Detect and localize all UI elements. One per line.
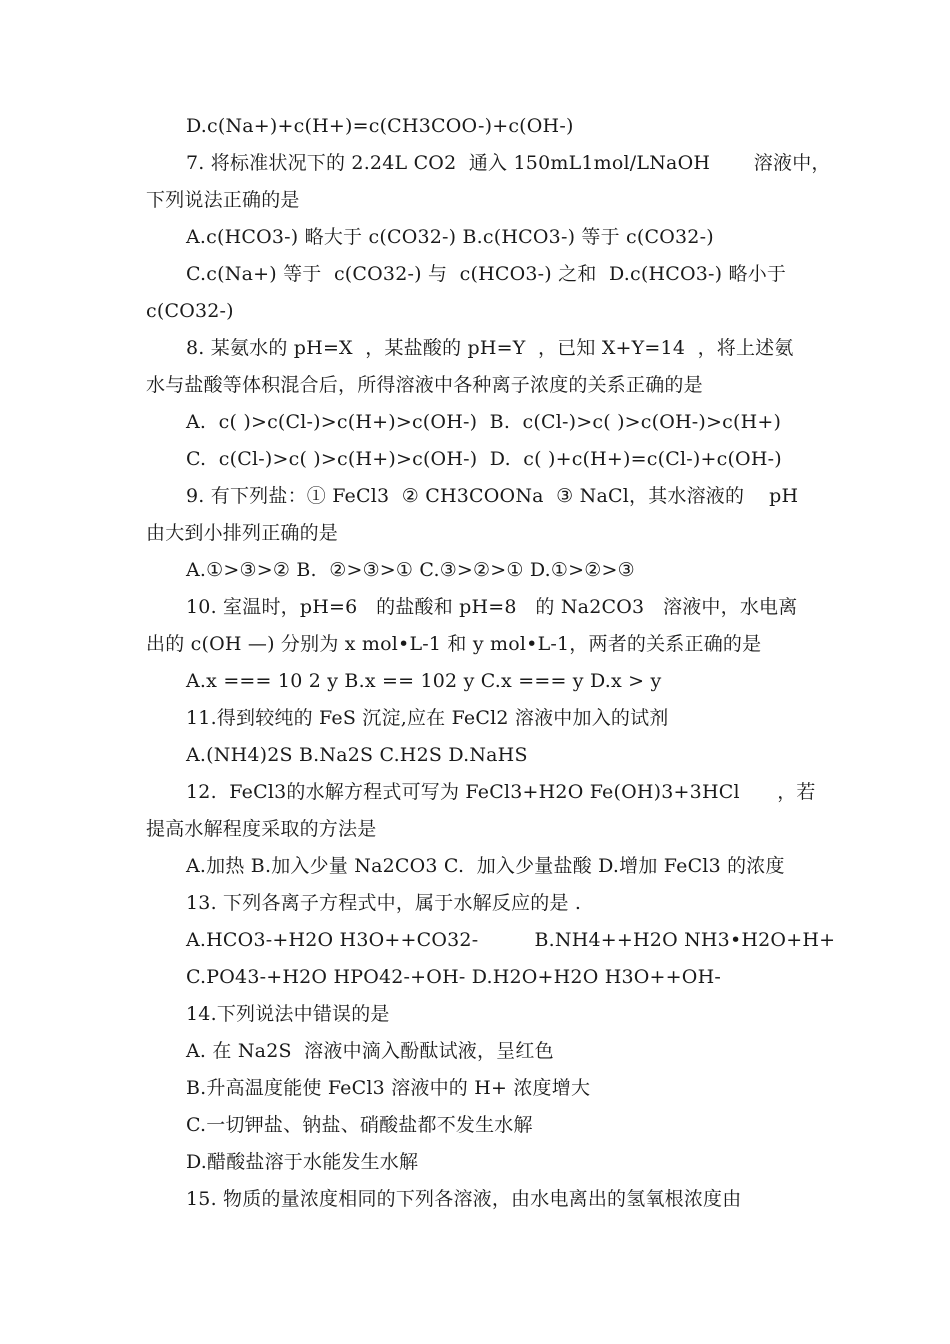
question-13-options-ab: A.HCO3-+H2O H3O++CO32- B.NH4++H2O NH3•H2O+H+ (186, 929, 836, 951)
question-14-option-d: D.醋酸盐溶于水能发生水解 (186, 1151, 419, 1173)
question-15-line: 15. 物质的量浓度相同的下列各溶液，由水电离出的氢氧根浓度由 (186, 1188, 742, 1210)
question-14-option-a: A. 在 Na2S 溶液中滴入酚酞试液，呈红色 (186, 1040, 554, 1062)
question-7-options-cd: C.c(Na+) 等于 c(CO32-) 与 c(HCO3-) 之和 D.c(HCO3-) 略小于 (186, 263, 787, 285)
question-11-options: A.(NH4)2S B.Na2S C.H2S D.NaHS (186, 744, 528, 766)
question-12-options: A.加热 B.加入少量 Na2CO3 C. 加入少量盐酸 D.增加 FeCl3 的浓度 (186, 855, 785, 877)
question-13-line: 13. 下列各离子方程式中，属于水解反应的是 . (186, 892, 582, 914)
question-14-option-b: B.升高温度能使 FeCl3 溶液中的 H+ 浓度增大 (186, 1077, 591, 1099)
question-7-line-1: 7. 将标准状况下的 2.24L CO2 通入 150mL1mol/LNaOH 溶液中， (186, 152, 831, 174)
question-8-options-cd: C. c(Cl-)>c( )>c(H+)>c(OH-) D. c( )+c(H+)=c(Cl-)+c(OH-) (186, 448, 782, 470)
question-9-line-1: 9. 有下列盐：① FeCl3 ② CH3COONa ③ NaCl，其水溶液的 pH (186, 485, 799, 507)
question-14-option-c: C.一切钾盐、钠盐、硝酸盐都不发生水解 (186, 1114, 533, 1136)
text-line-1: D.c(Na+)+c(H+)=c(CH3COO-)+c(OH-) (186, 115, 574, 137)
question-9-line-2: 由大到小排列正确的是 (146, 522, 339, 544)
question-7-options-ab: A.c(HCO3-) 略大于 c(CO32-) B.c(HCO3-) 等于 c(CO32-) (186, 226, 714, 248)
question-8-line-2: 水与盐酸等体积混合后，所得溶液中各种离子浓度的关系正确的是 (146, 374, 703, 396)
question-14-line: 14.下列说法中错误的是 (186, 1003, 390, 1025)
question-13-options-cd: C.PO43-+H2O HPO42-+OH- D.H2O+H2O H3O++OH- (186, 966, 721, 988)
question-7-options-cd-cont: c(CO32-) (146, 300, 234, 322)
question-10-line-2: 出的 c(OH —) 分别为 x mol•L-1 和 y mol•L-1，两者的关系正确的是 (146, 633, 762, 655)
question-8-options-ab: A. c( )>c(Cl-)>c(H+)>c(OH-) B. c(Cl-)>c( )>c(OH-)>c(H+) (186, 411, 782, 433)
question-12-line-1: 12. FeCl3的水解方程式可写为 FeCl3+H2O Fe(OH)3+3HCl ，若 (186, 781, 816, 803)
question-10-options: A.x === 10 2 y B.x == 102 y C.x === y D.x > y (186, 670, 662, 692)
question-8-line-1: 8. 某氨水的 pH=X ，某盐酸的 pH=Y ，已知 X+Y=14 ，将上述氨 (186, 337, 794, 359)
question-12-line-2: 提高水解程度采取的方法是 (146, 818, 377, 840)
question-9-options: A.①>③>② B. ②>③>① C.③>②>① D.①>②>③ (186, 559, 635, 581)
question-7-line-2: 下列说法正确的是 (146, 189, 300, 211)
question-11-line: 11.得到较纯的 FeS 沉淀,应在 FeCl2 溶液中加入的试剂 (186, 707, 669, 729)
question-10-line-1: 10. 室温时，pH=6 的盐酸和 pH=8 的 Na2CO3 溶液中，水电离 (186, 596, 798, 618)
